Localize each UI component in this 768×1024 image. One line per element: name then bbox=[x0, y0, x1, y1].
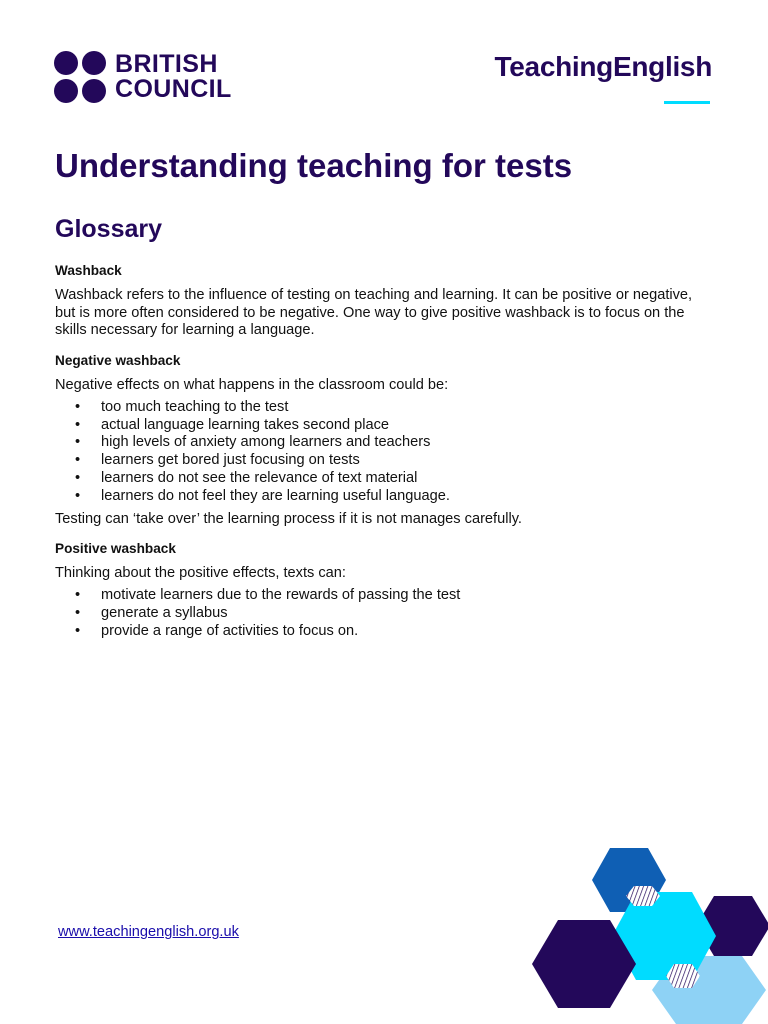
list-item: • learners get bored just focusing on tests bbox=[55, 452, 715, 470]
outro-negative-washback: Testing can ‘take over’ the learning process if it is not manages carefully. bbox=[55, 510, 522, 527]
brand-underline bbox=[664, 101, 710, 104]
list-item: • generate a syllabus bbox=[55, 605, 715, 623]
heading-positive-washback: Positive washback bbox=[55, 541, 176, 557]
logo-text bbox=[115, 52, 232, 102]
footer-link[interactable]: www.teachingenglish.org.uk bbox=[58, 924, 239, 940]
list-item: • learners do not feel they are learning useful language. bbox=[55, 488, 715, 506]
positive-washback-list bbox=[55, 587, 715, 640]
section-title: Glossary bbox=[55, 215, 163, 243]
list-item: • actual language learning takes second place bbox=[55, 417, 715, 435]
negative-washback-list bbox=[55, 399, 715, 506]
list-item: • too much teaching to the test bbox=[55, 399, 715, 417]
list-item: • high levels of anxiety among learners and teachers bbox=[55, 434, 715, 452]
teaching-english-brand: TeachingEnglish bbox=[494, 51, 712, 82]
list-item: • provide a range of activities to focus on. bbox=[55, 623, 715, 641]
list-item: • motivate learners due to the rewards of passing the test bbox=[55, 587, 715, 605]
list-item: • learners do not see the relevance of text material bbox=[55, 470, 715, 488]
glossary-content bbox=[55, 262, 715, 645]
british-council-logo bbox=[54, 51, 232, 103]
heading-washback: Washback bbox=[55, 263, 122, 278]
paragraph-washback: Washback refers to the influence of testing on teaching and learning. It can be positive or negative, but is more often considered to be negative. One way to give positive washback is to focus on the skills necessary for learning a language. bbox=[55, 286, 693, 339]
heading-negative-washback: Negative washback bbox=[55, 353, 181, 369]
hexagon-decoration bbox=[528, 840, 768, 1024]
intro-negative-washback: Negative effects on what happens in the classroom could be: bbox=[55, 376, 449, 393]
logo-line-2: COUNCIL bbox=[115, 75, 232, 103]
intro-positive-washback: Thinking about the positive effects, texts can: bbox=[55, 565, 346, 582]
logo-dots-icon bbox=[54, 51, 106, 103]
logo-line-1: BRITISH bbox=[115, 50, 218, 78]
page-title: Understanding teaching for tests bbox=[55, 147, 573, 184]
